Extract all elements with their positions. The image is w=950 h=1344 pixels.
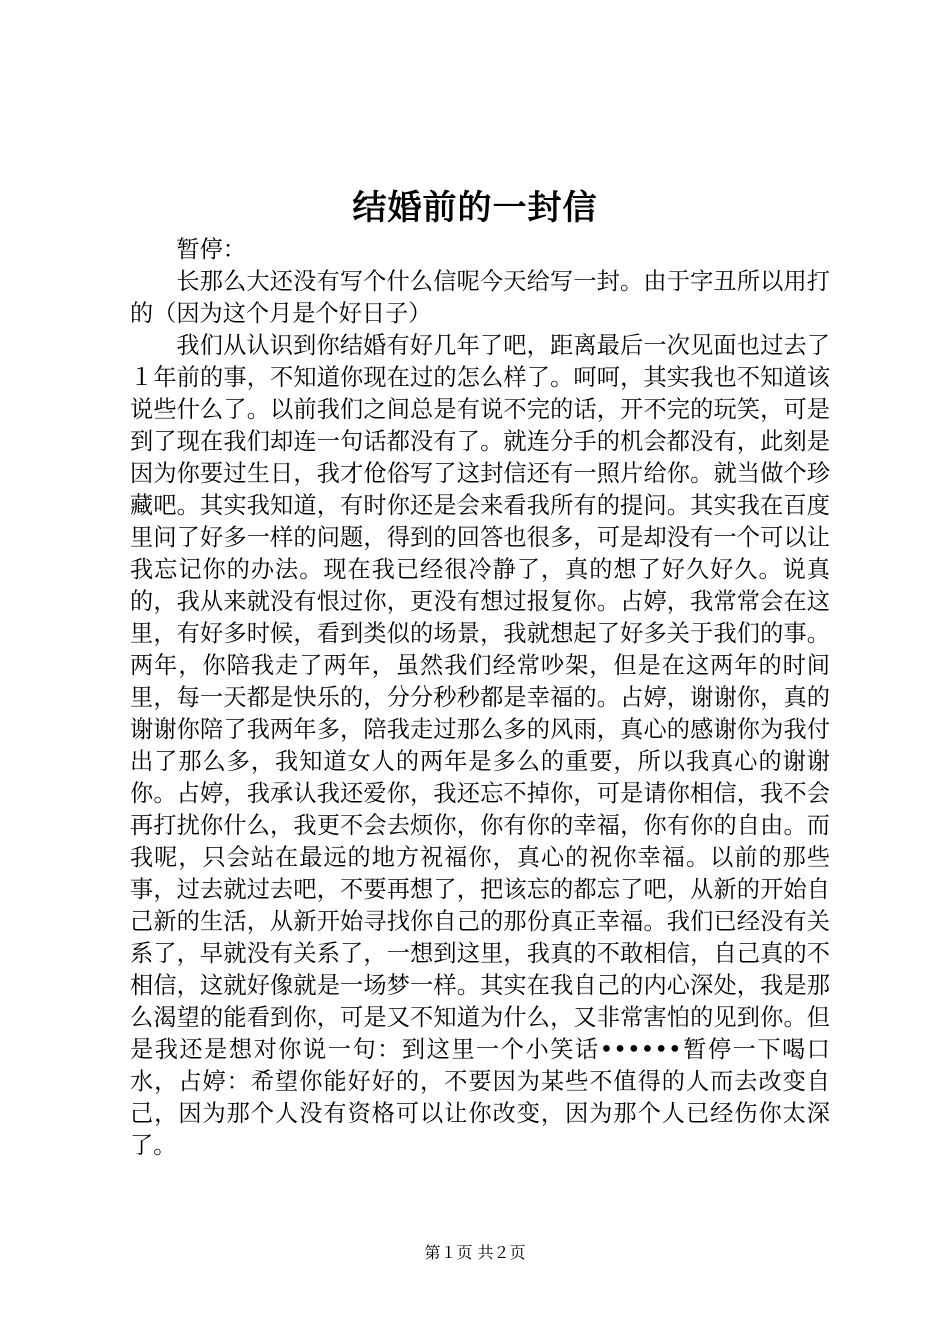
paragraph-main: 我们从认识到你结婚有好几年了吧，距离最后一次见面也过去了１年前的事，不知道你现在过的怎么样了。呵呵，其实我也不知道该说些什么了。以前我们之间总是有说不完的话，开不完的玩笑，可是到了现在我们却连一句话都没有了。就连分手的机会都没有，此刻是因为你要过生日，我才伧俗写了这封信还有一照片给你。就当做个珍藏吧。其实我知道，有时你还是会来看我所有的提问。其实我在百度里问了好多一样的问题，得到的回答也很多，可是却没有一个可以让我忘记你的办法。现在我已经很冷静了，真的想了好久好久。说真的，我从来就没有恨过你，更没有想过报复你。占婷，我常常会在这里，有好多时候，看到类似的场景，我就想起了好多关于我们的事。两年，你陪我走了两年，虽然我们经常吵架，但是在这两年的时间里，每一天都是快乐的，分分秒秒都是幸福的。占婷，谢谢你，真的谢谢你陪了我两年多，陪我走过那么多的风雨，真心的感谢你为我付出了那么多，我知道女人的两年是多么的重要，所以我真心的谢谢你。占婷，我承认我还爱你，我还忘不掉你，可是请你相信，我不会再打扰你什么，我更不会去烦你，你有你的幸福，你有你的自由。而我呢，只会站在最远的地方祝福你，真心的祝你幸福。以前的那些事，过去就过去吧，不要再想了，把该忘的都忘了吧，从新的开始自己新的生活，从新开始寻找你自己的那份真正幸福。我们已经没有关系了，早就没有关系了，一想到这里，我真的不敢相信，自己真的不相信，这就好像就是一场梦一样。其实在我自己的内心深处，我是那么渴望的能看到你，可是又不知道为什么，又非常害怕的见到你。但是我还是想对你说一句：到这里一个小笑话••••••暂停一下喝口水，占婷：希望你能好好的，不要因为某些不值得的人而去改变自己，因为那个人没有资格可以让你改变，因为那个人已经伤你太深了。 <box>130 332 830 1159</box>
salutation: 暂停： <box>176 236 246 263</box>
page-indicator: 第１页 共２页 <box>424 1243 526 1262</box>
document-title: 结婚前的一封信 <box>352 188 598 228</box>
paragraph-intro: 长那么大还没有写个什么信呢今天给写一封。由于字丑所以用打的（因为这个月是个好日子） <box>130 268 830 327</box>
letter-body <box>130 234 830 1162</box>
